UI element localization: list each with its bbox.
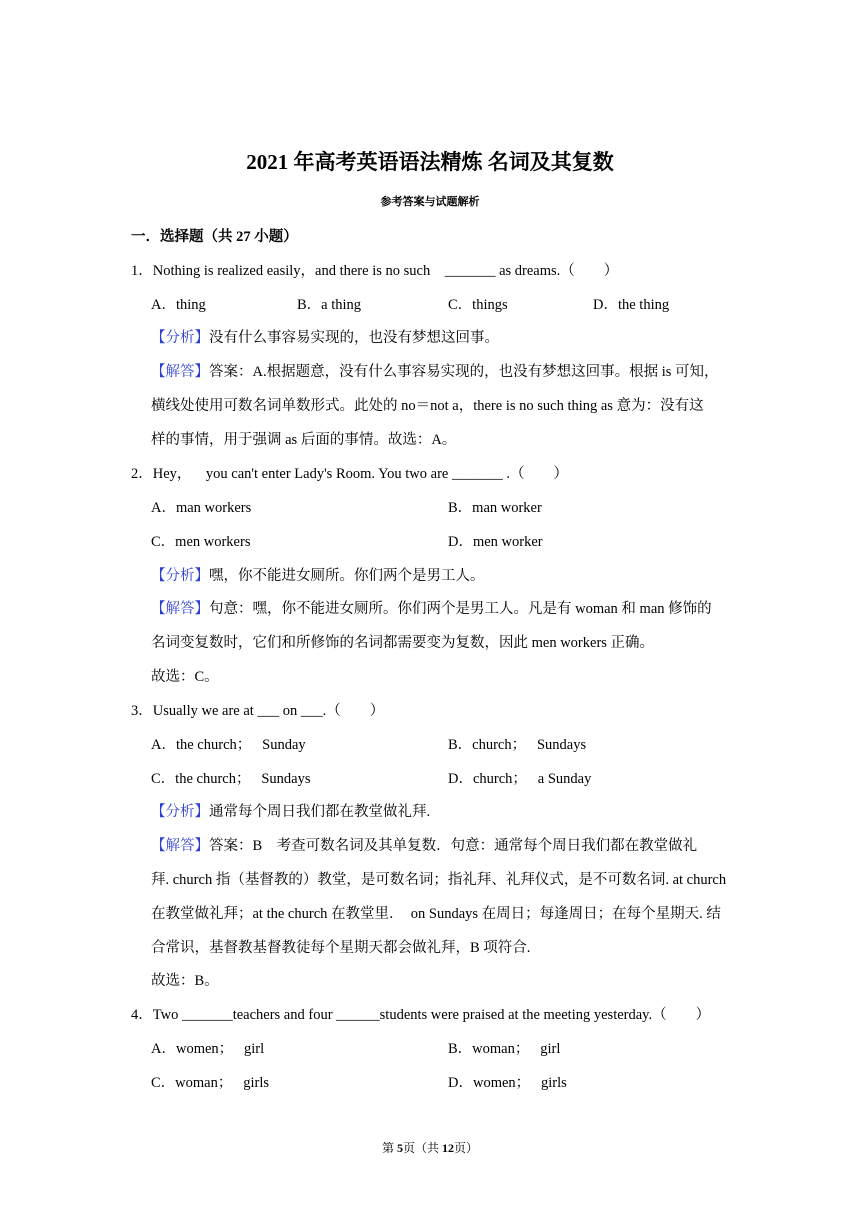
q1-option-c: C．things bbox=[448, 297, 508, 313]
footer-prefix: 第 bbox=[381, 1141, 397, 1155]
q1-answer-line-2: 横线处使用可数名词单数形式。此处的 no＝not a，there is no such thing as 意为：没有这 bbox=[151, 398, 704, 414]
q3-answer-line-4: 合常识，基督教基督教徒每个星期天都会做礼拜，B 项符合. bbox=[151, 940, 531, 956]
q3-answer-line-1 bbox=[151, 834, 697, 855]
total-page-count: 12 bbox=[442, 1141, 454, 1155]
q1-answer-line-3: 样的事情，用于强调 as 后面的事情。故选：A。 bbox=[151, 432, 457, 448]
q4-option-c: C．woman； girls bbox=[151, 1075, 270, 1091]
q2-answer-text-1: 句意：嘿，你不能进女厕所。你们两个是男工人。凡是有 woman 和 man 修饰的 bbox=[209, 601, 712, 617]
q2-answer-line-2: 名词变复数时，它们和所修饰的名词都需要变为复数，因此 men workers 正确。 bbox=[151, 635, 655, 651]
analysis-tag: 【分析】 bbox=[151, 568, 209, 584]
q1-answer-text-1: 答案：A.根据题意，没有什么事容易实现的，也没有梦想这回事。根据 is 可知， bbox=[209, 364, 719, 380]
q3-analysis-text: 通常每个周日我们都在教堂做礼拜. bbox=[209, 804, 431, 820]
q3-option-a: A．the church； Sunday bbox=[151, 737, 306, 753]
q3-answer-text-1: 答案：B 考查可数名词及其单复数．句意：通常每个周日我们都在教堂做礼 bbox=[209, 838, 698, 854]
q2-option-d: D．men worker bbox=[448, 534, 543, 550]
current-page-number: 5 bbox=[396, 1141, 403, 1155]
q2-option-a: A．man workers bbox=[151, 500, 252, 516]
q3-option-d: D．church； a Sunday bbox=[448, 771, 592, 787]
analysis-tag: 【分析】 bbox=[151, 804, 209, 820]
question-4-stem: 4．Two _______teachers and four ______students were praised at the meeting yesterday.（ ） bbox=[131, 1007, 711, 1023]
q2-option-c: C．men workers bbox=[151, 534, 251, 550]
footer-suffix: 页） bbox=[454, 1141, 479, 1155]
q3-analysis bbox=[151, 800, 430, 821]
q2-analysis-text: 嘿，你不能进女厕所。你们两个是男工人。 bbox=[209, 568, 485, 584]
q3-option-c: C．the church； Sundays bbox=[151, 771, 311, 787]
section-heading: 一．选择题（共 27 小题） bbox=[131, 229, 298, 245]
q1-analysis bbox=[151, 326, 499, 347]
q4-option-a: A．women； girl bbox=[151, 1041, 265, 1057]
q4-option-d: D．women； girls bbox=[448, 1075, 567, 1091]
analysis-tag: 【分析】 bbox=[151, 330, 209, 346]
q1-option-a: A．thing bbox=[151, 297, 206, 313]
q1-option-d: D．the thing bbox=[593, 297, 670, 313]
q3-answer-line-5: 故选：B。 bbox=[151, 973, 219, 989]
document-title: 2021 年高考英语语法精炼 名词及其复数 bbox=[246, 150, 614, 174]
answer-tag: 【解答】 bbox=[151, 601, 209, 617]
document-subtitle: 参考答案与试题解析 bbox=[380, 196, 480, 208]
q2-analysis bbox=[151, 564, 485, 585]
q2-answer-line-1 bbox=[151, 597, 712, 618]
question-1-stem: 1．Nothing is realized easily，and there is no such _______ as dreams.（ ） bbox=[131, 263, 619, 279]
q1-analysis-text: 没有什么事容易实现的，也没有梦想这回事。 bbox=[209, 330, 499, 346]
question-2-stem: 2．Hey， you can't enter Lady's Room. You two are _______ .（ ） bbox=[131, 466, 568, 482]
q3-answer-line-3: 在教堂做礼拜；at the church 在教堂里． on Sundays 在周日；每逢周日；在每个星期天. 结 bbox=[151, 906, 721, 922]
footer-mid: 页（共 bbox=[402, 1141, 442, 1155]
q2-answer-line-3: 故选：C。 bbox=[151, 669, 219, 685]
page-footer bbox=[0, 1139, 860, 1156]
q1-answer-line-1 bbox=[151, 360, 719, 381]
answer-tag: 【解答】 bbox=[151, 364, 209, 380]
q3-option-b: B．church； Sundays bbox=[448, 737, 587, 753]
answer-tag: 【解答】 bbox=[151, 838, 209, 854]
question-3-stem: 3．Usually we are at ___ on ___.（ ） bbox=[131, 703, 385, 719]
q3-answer-line-2: 拜. church 指（基督教的）教堂，是可数名词；指礼拜、礼拜仪式，是不可数名词. at church bbox=[151, 872, 727, 888]
q4-option-b: B．woman； girl bbox=[448, 1041, 561, 1057]
q2-option-b: B．man worker bbox=[448, 500, 542, 516]
q1-option-b: B．a thing bbox=[297, 297, 362, 313]
